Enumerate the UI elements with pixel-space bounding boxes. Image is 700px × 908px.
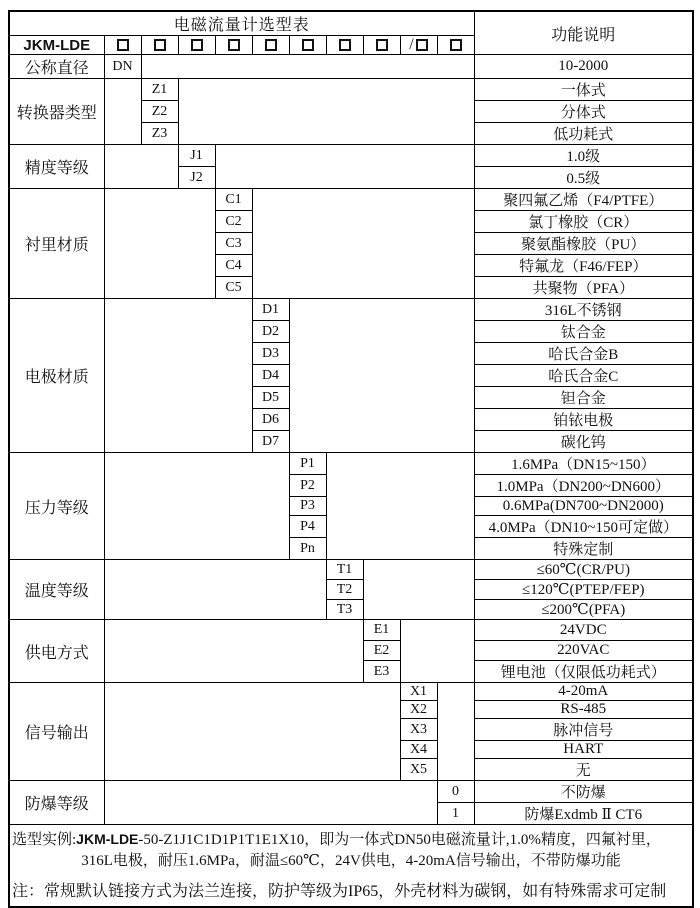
option-code: P2 [289,475,326,497]
option-code: Z3 [141,123,178,145]
example-model: JKM-LDE [76,831,139,848]
option-description: 聚四氟乙烯（F4/PTFE） [474,189,693,211]
option-description: 316L不锈钢 [474,299,693,321]
empty-spacer [104,299,252,453]
option-description: 氯丁橡胶（CR） [474,211,693,233]
option-code: X2 [400,701,437,719]
option-description: 哈氏合金B [474,343,693,365]
section-row [9,145,693,167]
function-column-header: 功能说明 [474,11,693,55]
option-description: ≤200℃(PFA) [474,600,693,620]
option-code: T2 [326,580,363,600]
section-row [9,560,693,580]
option-code: D2 [252,321,289,343]
option-description: 10-2000 [474,55,693,79]
model-code-checkbox-cell-5[interactable] [252,36,289,55]
model-code-checkbox-cell-4[interactable] [215,36,252,55]
category-label: 温度等级 [9,560,104,620]
empty-spacer [326,453,474,560]
section-row [9,781,693,803]
option-description: 1.0级 [474,145,693,167]
option-code: E1 [363,620,400,641]
option-code: T3 [326,600,363,620]
category-label: 公称直径 [9,55,104,79]
option-code: C5 [215,277,252,299]
option-code: X4 [400,741,437,759]
empty-spacer [104,620,363,683]
category-label: 衬里材质 [9,189,104,299]
checkbox-icon [416,39,428,51]
checkbox-icon [376,39,388,51]
category-label: 信号输出 [9,683,104,781]
model-code-checkbox-cell-7[interactable] [326,36,363,55]
section-row [9,453,693,475]
option-code: D7 [252,431,289,453]
option-description: 钛合金 [474,321,693,343]
empty-spacer [104,560,326,620]
option-description: ≤120℃(PTEP/FEP) [474,580,693,600]
notes-cell [9,825,693,907]
model-code-checkbox-cell-3[interactable] [178,36,215,55]
section-row [9,55,693,79]
option-description: HART [474,741,693,759]
empty-spacer [178,79,474,145]
option-code: C3 [215,233,252,255]
table-title: 电磁流量计选型表 [9,11,474,36]
slash-separator: / [409,36,414,54]
model-code-checkbox-cell-6[interactable] [289,36,326,55]
empty-spacer [104,683,400,781]
option-description: 锂电池（仅限低功耗式） [474,661,693,683]
option-description: 无 [474,759,693,781]
note-line: 注：常规默认链接方式为法兰连接，防护等级为IP65，外壳材料为碳钢，如有特殊需求可定制 [12,883,667,901]
option-code: DN [104,55,141,79]
option-description: 钽合金 [474,387,693,409]
model-code-checkbox-cell-9[interactable] [400,36,437,55]
empty-spacer [363,560,474,620]
checkbox-icon [117,39,129,51]
option-code: Z1 [141,79,178,101]
option-code: E2 [363,641,400,661]
option-description: RS-485 [474,701,693,719]
option-description: 脉冲信号 [474,719,693,741]
option-description: 铂铱电极 [474,409,693,431]
option-code: J1 [178,145,215,167]
category-label: 供电方式 [9,620,104,683]
model-code-checkbox-cell-10[interactable] [437,36,474,55]
option-description: 共聚物（PFA） [474,277,693,299]
option-code: X1 [400,683,437,701]
model-name: JKM-LDE [9,36,104,55]
option-description: 不防爆 [474,781,693,803]
empty-spacer [104,145,178,189]
option-description: 特殊定制 [474,538,693,560]
option-description: 1.6MPa（DN15~150） [474,453,693,475]
checkbox-icon [302,39,314,51]
empty-spacer [437,683,474,781]
option-code: D6 [252,409,289,431]
section-row [9,189,693,211]
option-description: 220VAC [474,641,693,661]
empty-spacer [215,145,474,189]
checkbox-icon [191,39,203,51]
option-description: 1.0MPa（DN200~DN600） [474,475,693,497]
checkbox-icon [265,39,277,51]
selection-table [8,10,694,908]
option-description: 特氟龙（F46/FEP） [474,255,693,277]
option-description: 0.6MPa(DN700~DN2000) [474,497,693,516]
option-code: X3 [400,719,437,741]
model-code-checkbox-cell-8[interactable] [363,36,400,55]
option-description: 聚氨酯橡胶（PU） [474,233,693,255]
option-code: T1 [326,560,363,580]
option-code: D1 [252,299,289,321]
empty-spacer [104,453,289,560]
category-label: 精度等级 [9,145,104,189]
option-code: X5 [400,759,437,781]
checkbox-icon [154,39,166,51]
model-code-checkbox-cell-2[interactable] [141,36,178,55]
option-code: D5 [252,387,289,409]
section-row [9,79,693,101]
option-code: C4 [215,255,252,277]
checkbox-icon [228,39,240,51]
option-code: P1 [289,453,326,475]
category-label: 转换器类型 [9,79,104,145]
example-line-1 [10,829,692,851]
option-description: ≤60℃(CR/PU) [474,560,693,580]
empty-spacer [104,781,437,825]
option-description: 0.5级 [474,167,693,189]
empty-spacer [289,299,474,453]
option-description: 碳化钨 [474,431,693,453]
category-label: 电极材质 [9,299,104,453]
notes-row [9,825,693,907]
example-prefix: 选型实例: [12,832,77,849]
example-line-2: 316L电极，耐压1.6MPa，耐温≤60℃，24V供电，4-20mA信号输出，不带防爆功能 [81,853,621,870]
example-line1-rest: -50-Z1J1C1D1P1T1E1X10，即为一体式DN50电磁流量计,1.0%精度，四氟衬里， [138,832,661,849]
option-code: Z2 [141,101,178,123]
option-code: C2 [215,211,252,233]
option-description: 4-20mA [474,683,693,701]
empty-spacer [252,189,474,299]
option-description: 24VDC [474,620,693,641]
option-description: 防爆Exdmb Ⅱ CT6 [474,803,693,825]
model-code-checkbox-cell-1[interactable] [104,36,141,55]
section-row [9,299,693,321]
option-code: J2 [178,167,215,189]
section-row [9,683,693,701]
option-code: D4 [252,365,289,387]
option-code: D3 [252,343,289,365]
option-description: 哈氏合金C [474,365,693,387]
category-label: 压力等级 [9,453,104,560]
option-code: P4 [289,516,326,538]
option-code: 0 [437,781,474,803]
option-code: Pn [289,538,326,560]
checkbox-icon [450,39,462,51]
empty-spacer [400,620,474,683]
option-code: E3 [363,661,400,683]
empty-spacer [104,79,141,145]
option-description: 4.0MPa（DN10~150可定做） [474,516,693,538]
empty-spacer [104,189,215,299]
option-code: 1 [437,803,474,825]
checkbox-icon [339,39,351,51]
option-code: P3 [289,497,326,516]
option-description: 一体式 [474,79,693,101]
option-description: 低功耗式 [474,123,693,145]
option-description: 分体式 [474,101,693,123]
empty-spacer [141,55,474,79]
category-label: 防爆等级 [9,781,104,825]
title-row [9,11,693,36]
section-row [9,620,693,641]
option-code: C1 [215,189,252,211]
